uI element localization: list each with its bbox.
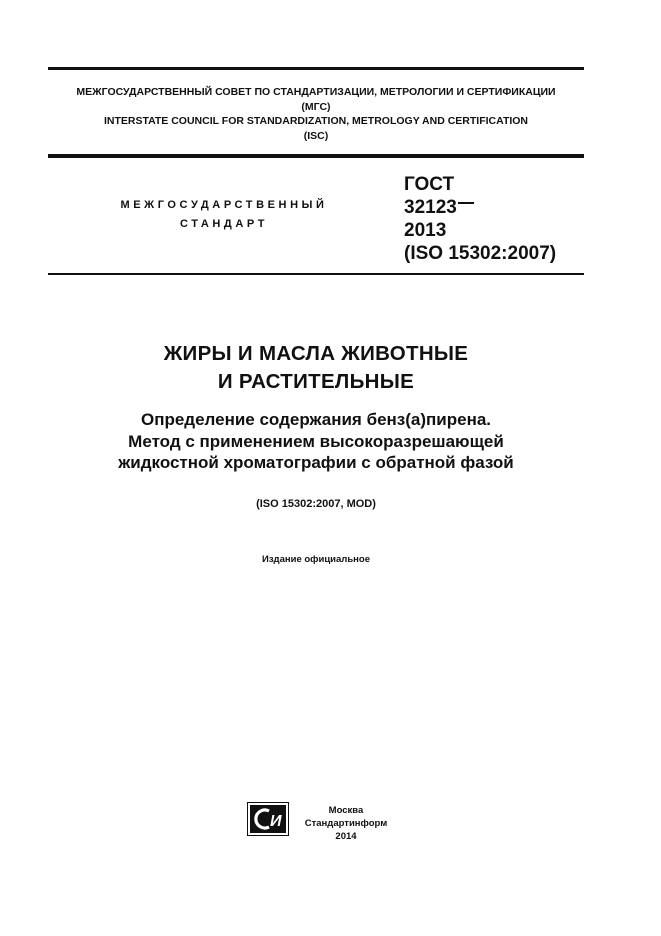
- document-title: [48, 340, 584, 396]
- standard-year: 2013: [404, 220, 447, 241]
- council-abbr-ru: (МГС): [301, 100, 331, 113]
- edition-note: Издание официальное: [262, 554, 370, 565]
- council-header: [48, 85, 584, 143]
- standard-type: [100, 196, 348, 234]
- title-line2: И РАСТИТЕЛЬНЫЕ: [217, 370, 415, 393]
- standard-code: ГОСТ: [404, 174, 455, 195]
- dash-mark: [458, 202, 474, 204]
- standard-designation: [404, 173, 556, 265]
- subtitle-line2: Метод с применением высокоразрешающей: [128, 431, 504, 451]
- svg-text:И: И: [270, 813, 282, 830]
- title-line1: ЖИРЫ И МАСЛА ЖИВОТНЫЕ: [163, 342, 469, 365]
- modification-note: (ISO 15302:2007, MOD): [256, 498, 376, 510]
- document-subtitle: [48, 409, 584, 474]
- standartinform-logo-icon: [247, 802, 289, 836]
- standard-number-line: [404, 196, 556, 219]
- top-rule: [48, 67, 584, 70]
- middle-rule: [48, 154, 584, 158]
- publisher-year: 2014: [335, 831, 357, 842]
- subtitle-line3: жидкостной хроматографии с обратной фазой: [118, 453, 514, 472]
- publisher-city: Москва: [328, 805, 364, 816]
- council-name-ru: МЕЖГОСУДАРСТВЕННЫЙ СОВЕТ ПО СТАНДАРТИЗАЦИИ, МЕТРОЛОГИИ И СЕРТИФИКАЦИИ: [76, 86, 556, 98]
- standard-type-line1: МЕЖГОСУДАРСТВЕННЫЙ: [120, 199, 328, 211]
- council-name-en: INTERSTATE COUNCIL FOR STANDARDIZATION, METROLOGY AND CERTIFICATION: [103, 115, 529, 127]
- standard-number: 32123: [404, 197, 457, 218]
- lower-rule: [48, 273, 584, 275]
- standard-type-line2: СТАНДАРТ: [179, 218, 269, 230]
- publisher-name: Стандартинформ: [304, 818, 388, 829]
- council-abbr-en: (ISC): [303, 129, 329, 142]
- subtitle-line1: Определение содержания бенз(а)пирена.: [140, 410, 492, 429]
- publisher-imprint: [300, 804, 392, 843]
- standard-iso-reference: (ISO 15302:2007): [404, 243, 557, 264]
